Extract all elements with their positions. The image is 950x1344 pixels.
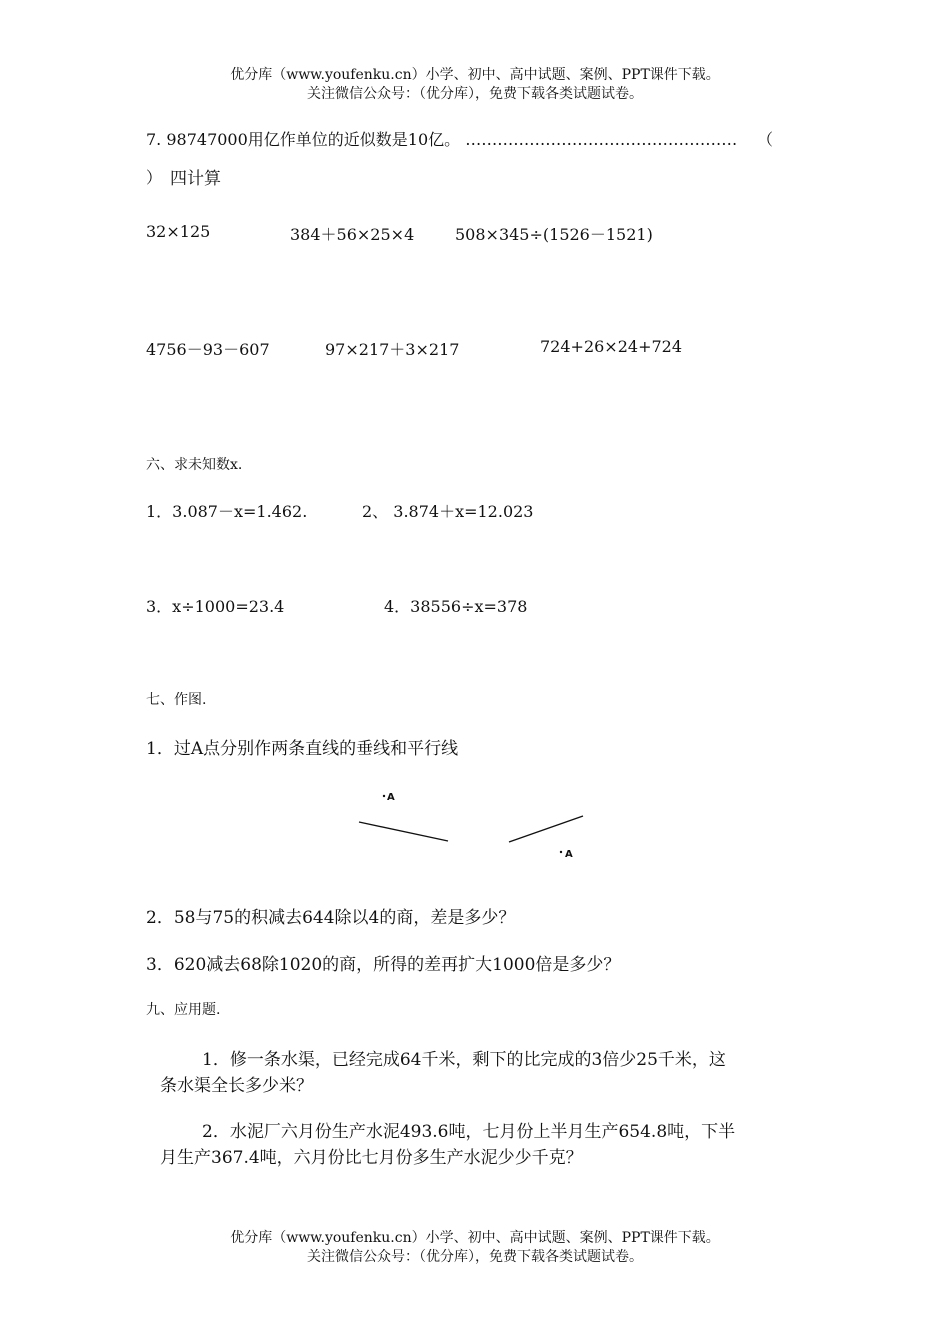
header-line-2: 关注微信公众号：（优分库），免费下载各类试题试卷。 — [307, 86, 643, 102]
drawing-question-1: 1．过A点分别作两条直线的垂线和平行线 — [146, 739, 459, 759]
equation-item: 2、 3.874＋x=12.023 — [362, 502, 534, 521]
section-title-unknown: 六、求未知数x. — [146, 457, 243, 473]
point-a-label: A — [565, 849, 573, 860]
section-title-application: 九、应用题. — [146, 1002, 221, 1018]
application-question-2-cont: 月生产367.4吨，六月份比七月份多生产水泥少少千克？ — [160, 1148, 583, 1168]
calc-item: 32×125 — [146, 222, 211, 241]
answer-paren-close: ） — [146, 168, 163, 187]
equation-item: 3．x÷1000=23.4 — [146, 597, 285, 616]
section-title-drawing: 七、作图. — [146, 692, 207, 708]
judgement-item-7: 7. 98747000用亿作单位的近似数是10亿。 …………………………………………… — [146, 130, 738, 149]
point-a-dot — [560, 851, 562, 853]
application-question-1-cont: 条水渠全长多少米？ — [160, 1076, 313, 1096]
footer-line-1: 优分库（www.youfenku.cn）小学、初中、高中试题、案例、PPT课件下载。 — [230, 1230, 720, 1246]
calc-item: 508×345÷(1526－1521) — [455, 225, 653, 244]
application-question-1: 1．修一条水渠，已经完成64千米，剩下的比完成的3倍少25千米，这 — [202, 1050, 726, 1070]
application-question-2: 2．水泥厂六月份生产水泥493.6吨，七月份上半月生产654.8吨，下半 — [202, 1122, 736, 1142]
point-a-dot — [383, 795, 385, 797]
header-line-1: 优分库（www.youfenku.cn）小学、初中、高中试题、案例、PPT课件下载。 — [230, 67, 720, 83]
word-calc-question-3: 3．620减去68除1020的商，所得的差再扩大1000倍是多少？ — [146, 955, 621, 975]
line-left — [359, 822, 448, 841]
word-calc-question-2: 2．58与75的积减去644除以4的商，差是多少？ — [146, 908, 516, 928]
equation-item: 4．38556÷x=378 — [384, 597, 528, 616]
section-title-calc: 四计算 — [170, 169, 221, 189]
point-a-label: A — [387, 792, 395, 803]
calc-item: 4756－93－607 — [146, 340, 270, 359]
footer-line-2: 关注微信公众号：（优分库），免费下载各类试题试卷。 — [307, 1249, 643, 1265]
answer-paren-open: （ — [757, 130, 774, 149]
calc-item: 97×217＋3×217 — [325, 340, 460, 359]
calc-item: 724+26×24+724 — [540, 337, 683, 356]
calc-item: 384＋56×25×4 — [290, 225, 415, 244]
line-right — [509, 816, 583, 842]
equation-item: 1．3.087－x=1.462. — [146, 502, 308, 521]
